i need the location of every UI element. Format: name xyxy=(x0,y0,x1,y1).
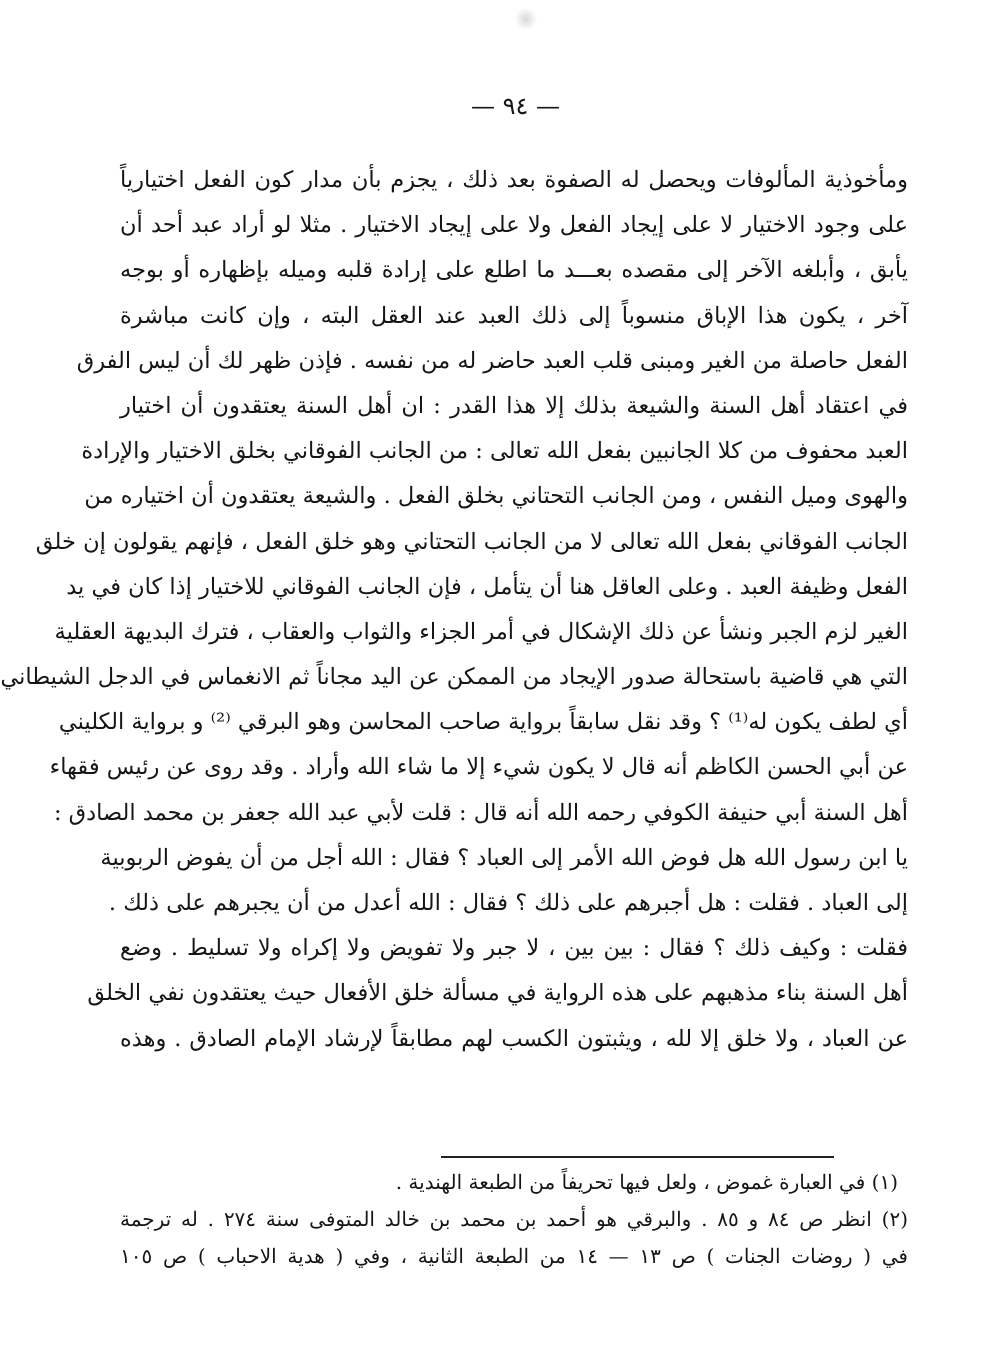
page-number: — ٩٤ — xyxy=(470,92,561,120)
footnote-1: (١) في العبارة غموض ، ولعل فيها تحريفاً من الطبعة الهندية . xyxy=(395,1170,898,1194)
body-line: آخر ، يكون هذا الإباق منسوباً إلى ذلك العبد عند العقل البته ، وإن كانت مباشرة xyxy=(120,302,908,329)
body-line: الفعل حاصلة من الغير ومبنى قلب العبد حاضر له من نفسه . فإذن ظهر لك أن ليس الفرق xyxy=(76,347,908,374)
footnote-2-continued: في ( روضات الجنات ) ص ١٣ — ١٤ من الطبعة الثانية ، وفي ( هدية الاحباب ) ص ١٠٥ xyxy=(120,1244,908,1268)
body-line: الفعل وظيفة العبد . وعلى العاقل هنا أن يتأمل ، فإن الجانب الفوقاني للاختيار إذا كان في يد xyxy=(66,573,908,600)
body-line: الجانب الفوقاني بفعل الله تعالى لا من الجانب التحتاني وهو خلق الفعل ، فإنهم يقولون إن خلق xyxy=(35,528,908,555)
body-line: عن العباد ، ولا خلق إلا لله ، ويثبتون الكسب لهم مطابقاً لإرشاد الإمام الصادق . وهذه xyxy=(120,1025,908,1052)
scan-speck xyxy=(514,8,538,30)
body-line: ومأخوذية المألوفات ويحصل له الصفوة بعد ذلك ، يجزم بأن مدار كون الفعل اختيارياً xyxy=(120,167,908,193)
body-line: فقلت : وكيف ذلك ؟ فقال : بين بين ، لا جبر ولا تفويض ولا إكراه ولا تسليط . وضع xyxy=(120,935,908,962)
footnote-2: (٢) انظر ص ٨٤ و ٨٥ . والبرقي هو أحمد بن محمد بن خالد المتوفى سنة ٢٧٤ . له ترجمة xyxy=(120,1207,908,1231)
body-line: في اعتقاد أهل السنة والشيعة بذلك إلا هذا القدر : ان أهل السنة يعتقدون أن اختيار xyxy=(120,392,908,419)
footnotes xyxy=(120,1164,908,1275)
body-line: أي لطف يكون له⁽¹⁾ ؟ وقد نقل سابقاً برواية صاحب المحاسن وهو البرقي ⁽²⁾ و برواية الكليني xyxy=(58,709,908,736)
body-line: الغير لزم الجبر ونشأ عن ذلك الإشكال في أمر الجزاء والثواب والعقاب ، فترك البديهة العقلية xyxy=(54,618,908,645)
body-line: التي هي قاضية باستحالة صدور الإيجاد من الممكن عن اليد مجاناً ثم الانغماس في الدجل الشيطاني xyxy=(0,664,908,691)
body-line: على وجود الاختيار لا على إيجاد الفعل ولا على إيجاد الاختيار . مثلا لو أراد عبد أحد أن xyxy=(120,212,908,239)
body-line: العبد محفوف من كلا الجانبين بفعل الله تعالى : من الجانب الفوقاني بخلق الاختيار والإرادة xyxy=(81,438,908,465)
body-line: أهل السنة أبي حنيفة الكوفي رحمه الله أنه قال : قلت لأبي عبد الله جعفر بن محمد الصادق : xyxy=(53,799,908,826)
body-line: إلى العباد . فقلت : هل أجبرهم على ذلك ؟ فقال : الله أعدل من أن يجبرهم على ذلك . xyxy=(108,890,908,916)
body-text xyxy=(0,158,908,1062)
body-line: يا ابن رسول الله هل فوض الله الأمر إلى العباد ؟ فقال : الله أجل من أن يفوض الربوبية xyxy=(100,844,908,871)
body-line: عن أبي الحسن الكاظم أنه قال لا يكون شيء إلا ما شاء الله وأراد . وقد روى عن رئيس فقهاء xyxy=(49,754,908,781)
body-line: يأبق ، وأبلغه الآخر إلى مقصده بعـــد ما اطلع على إرادة قلبه وميله بإظهاره أو بوجه xyxy=(120,257,908,284)
body-line: أهل السنة بناء مذهبهم على هذه الرواية في مسألة خلق الأفعال حيث يعتقدون نفي الخلق xyxy=(87,980,908,1007)
body-line: والهوى وميل النفس ، ومن الجانب التحتاني بخلق الفعل . والشيعة يعتقدون أن اختياره من xyxy=(84,483,908,510)
footnote-divider xyxy=(441,1156,834,1158)
